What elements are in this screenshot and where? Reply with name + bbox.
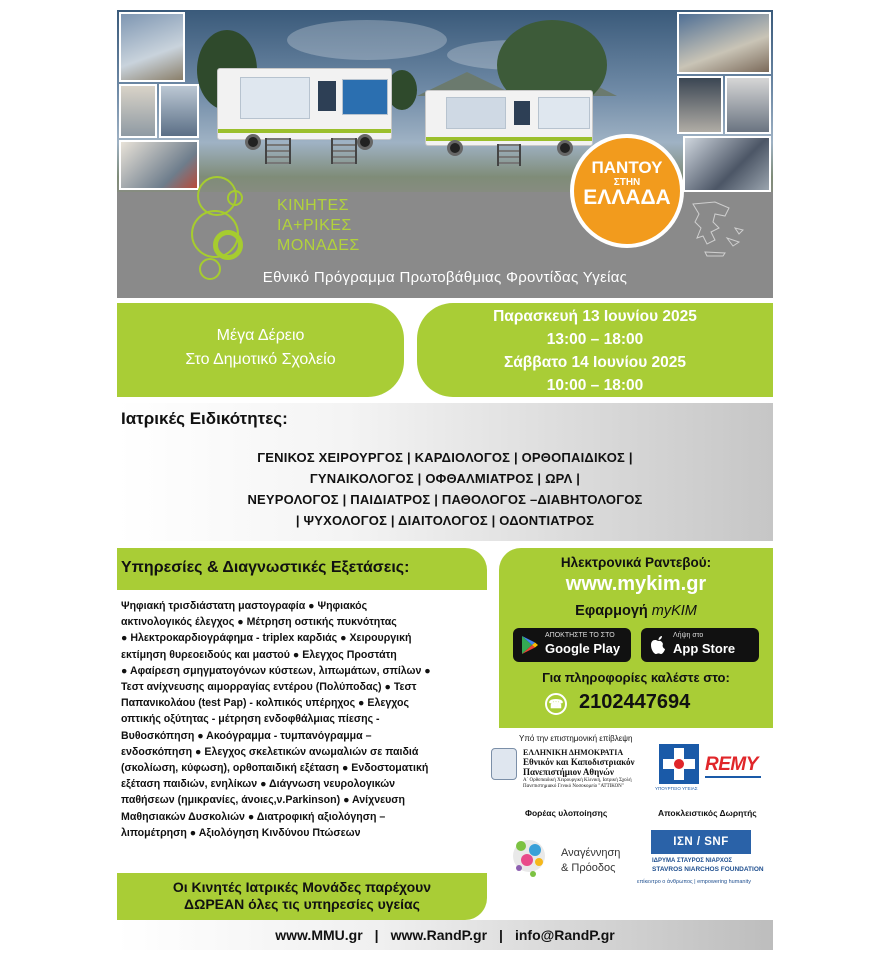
app-store-big: App Store	[673, 641, 736, 656]
app-label-text: Εφαρμογή	[575, 603, 648, 619]
greece-map-icon	[685, 198, 755, 258]
services-line: παθήσεων (ημικρανίες, άνοιες,ν.Parkinson) ● Ανίχνευση	[121, 794, 406, 807]
services-line: Μαθησιακών Δυσκολιών ● Διατροφική αξιολόγηση –	[121, 810, 386, 823]
specialties-section	[117, 403, 773, 541]
services-line: Τεστ ανίχνευσης αιμορραγίας εντέρου (Πολύποδας) ● Τεστ	[121, 681, 417, 694]
badge-line2: ΣΤΗΝ	[613, 177, 641, 188]
phone-number-link[interactable]	[539, 691, 739, 719]
google-play-big: Google Play	[545, 641, 621, 656]
services-line: Ψηφιακή τρισδιάστατη μαστογραφία ● Ψηφιακός	[121, 600, 368, 612]
footer-separator: |	[374, 927, 379, 943]
location-line1: Μέγα Δέρειο	[216, 327, 305, 344]
snf-line3: επίκεντρο ο άνθρωπος | empowering humanity	[637, 879, 751, 885]
services-line: ● Ηλεκτροκαρδιογράφημα - triplex καρδιάς ● Χειρουργική	[121, 632, 412, 645]
ministry-of-health-icon	[655, 740, 703, 788]
randp-logo	[509, 826, 629, 896]
collage-photo	[725, 76, 771, 134]
wheel	[557, 140, 573, 156]
app-store-small: Λήψη στο	[673, 632, 704, 639]
services-line: Παπανικολάου (test Pap) - κολπικός υπέρηχος ● Ελεγχος	[121, 697, 409, 710]
location-line2: Στο Δημοτικό Σχολείο	[185, 351, 336, 368]
app-name: myKIM	[651, 603, 697, 619]
donor-label: Αποκλειστικός Δωρητής	[658, 808, 757, 818]
snf-line1: ΙΔΡΥΜΑ ΣΤΑΥΡΟΣ ΝΙΑΡΧΟΣ	[652, 858, 733, 864]
uoa-line1: ΕΛΛΗΝΙΚΗ ΔΗΜΟΚΡΑΤΙΑ	[523, 748, 624, 757]
collage-photo	[119, 12, 185, 82]
services-line: ενδοσκόπηση ● Ελεγχος σκελετικών ανωμαλιών σε παιδιά	[121, 745, 419, 758]
free-services-banner	[117, 873, 487, 920]
uoa-seal-icon	[491, 748, 517, 780]
snf-logo: ΙΣΝ / SNF	[651, 830, 751, 854]
google-play-button[interactable]	[513, 628, 631, 662]
services-line: (σκολίωση, κύφωση), ορθοπαιδική εξέταση ● Ενδοστοματική	[121, 762, 429, 775]
footer-link-mmu[interactable]: www.MMU.gr	[275, 927, 363, 943]
uoa-line4: Α΄ Ορθοπαιδική Χειρουργική Κλινική, Ιατρική Σχολή Πανεπιστημιακό Γενικό Νοσοκομείο "ΑΤΤΙΚΟΝ"	[523, 778, 632, 789]
specialties-line: ΓΕΝΙΚΟΣ ΧΕΙΡΟΥΡΓΟΣ | ΚΑΡΔΙΟΛΟΓΟΣ | ΟΡΘΟΠΑΙΔΙΚΟΣ |	[257, 450, 633, 465]
app-store-button[interactable]	[641, 628, 759, 662]
dates-box	[417, 303, 773, 397]
randp-logo-icon	[509, 826, 555, 896]
app-label	[499, 603, 773, 619]
wheel	[447, 140, 463, 156]
collage-photo	[677, 12, 771, 74]
phone-icon: ☎	[545, 693, 567, 715]
randp-line2: & Πρόοδος	[561, 862, 616, 874]
services-heading: Υπηρεσίες & Διαγνωστικές Εξετάσεις:	[117, 548, 487, 590]
info-label: Για πληροφορίες καλέστε στο:	[542, 670, 730, 685]
snf-line2: STAVROS NIARCHOS FOUNDATION	[652, 866, 764, 873]
specialties-line: ΝΕΥΡΟΛΟΓΟΣ | ΠΑΙΔΙΑΤΡΟΣ | ΠΑΘΟΛΟΓΟΣ –ΔΙΑΒΗΤΟΛΟΓΟΣ	[247, 492, 643, 507]
uoa-line2-text: Εθνικόν και Καποδιστριακόν	[523, 757, 635, 767]
mmu-title-line1: ΚΙΝΗΤΕΣ	[277, 197, 350, 214]
specialties-line: | ΨΥΧΟΛΟΓΟΣ | ΔΙΑΙΤΟΛΟΓΟΣ | ΟΔΟΝΤΙΑΤΡΟΣ	[295, 513, 595, 528]
footer-links	[117, 920, 773, 950]
free-services-line1: Οι Κινητές Ιατρικές Μονάδες παρέχουν	[172, 879, 432, 895]
wheel	[357, 134, 373, 150]
apple-icon	[649, 635, 667, 655]
specialties-list	[117, 447, 773, 531]
stairs	[331, 138, 357, 164]
supervision-label: Υπό την επιστημονική επίβλεψη	[519, 734, 633, 743]
services-line: οπτικής οξύτητας - μέτρηση ενδοφθάλμιας πίεσης -	[121, 713, 380, 726]
stairs	[497, 144, 521, 166]
program-title: Εθνικό Πρόγραμμα Πρωτοβάθμιας Φροντίδας Υγείας	[262, 269, 628, 286]
stairs	[265, 138, 291, 164]
collage-photo	[683, 136, 771, 192]
booking-url-link[interactable]: www.mykim.gr	[565, 573, 707, 595]
poster	[117, 10, 773, 950]
collage-photo	[159, 84, 199, 138]
hero-banner	[117, 10, 773, 298]
services-line: εξέταση παιδιών, ενηλίκων ● Διάγνωση νευρολογικών	[121, 778, 396, 791]
footer-link-email[interactable]: info@RandP.gr	[514, 927, 615, 943]
services-line: λιπομέτρηση ● Αξιολόγηση Κινδύνου Πτώσεων	[121, 826, 361, 839]
google-play-icon	[521, 635, 539, 655]
services-line: ακτινολογικός έλεγχος ● Μέτρηση οστικής πυκνότητας	[121, 616, 397, 629]
services-line: ● Αφαίρεση σμηγματογόνων κύστεων, λιπωμάτων, σπίλων ●	[121, 664, 431, 677]
services-line: Βυθοσκόπηση ● Ακοόγραμμα - τυμπανόγραμμα –	[121, 729, 372, 742]
collage-photo	[119, 84, 157, 138]
free-services-line2: ΔΩΡΕΑΝ όλες τις υπηρεσίες υγείας	[184, 896, 420, 912]
date-day1: Παρασκευή 13 Ιουνίου 2025	[493, 308, 697, 325]
randp-line1: Αναγέννηση	[561, 847, 621, 859]
wheel	[245, 134, 261, 150]
mmu-title-line3: ΜΟΝΑΔΕΣ	[277, 237, 360, 254]
date-time2: 10:00 – 18:00	[546, 377, 644, 394]
ministry-caption: ΥΠΟΥΡΓΕΙΟ ΥΓΕΙΑΣ	[655, 786, 698, 791]
services-list	[121, 598, 466, 841]
collage-photo	[677, 76, 723, 134]
mmu-title	[277, 196, 360, 256]
specialties-line: ΓΥΝΑΙΚΟΛΟΓΟΣ | ΟΦΘΑΛΜΙΑΤΡΟΣ | ΩΡΛ |	[309, 471, 581, 486]
everywhere-badge	[570, 134, 684, 248]
mobile-unit-truck	[217, 68, 392, 140]
booking-panel	[499, 548, 773, 728]
phone-number: 2102447694	[579, 691, 691, 713]
cloud	[287, 20, 447, 60]
specialties-heading: Ιατρικές Ειδικότητες:	[121, 409, 288, 428]
services-line: εκτίμηση θυρεοειδούς και μαστού ● Ελεγχος Προστάτη	[121, 648, 397, 661]
mmu-title-line2: ΙΑ+ΡΙΚΕΣ	[277, 217, 352, 234]
services-section	[117, 548, 487, 920]
date-day2: Σάββατο 14 Ιουνίου 2025	[503, 354, 687, 371]
booking-label: Ηλεκτρονικά Ραντεβού:	[560, 555, 712, 570]
mobile-unit-truck	[425, 90, 593, 146]
randp-text	[561, 846, 620, 876]
remy-underline	[705, 776, 761, 778]
uoa-line3-text: Πανεπιστήμιον Αθηνών	[523, 767, 614, 777]
uoa-line2	[523, 757, 635, 777]
footer-link-randp[interactable]: www.RandP.gr	[390, 927, 488, 943]
location-box	[117, 303, 404, 397]
footer-separator: |	[499, 927, 503, 943]
implementer-label: Φορέας υλοποίησης	[525, 808, 608, 818]
google-play-small: ΑΠΟΚΤΗΣΤΕ ΤΟ ΣΤΟ	[545, 632, 615, 639]
badge-line1: ΠΑΝΤΟΥ	[591, 158, 663, 177]
date-time1: 13:00 – 18:00	[546, 331, 644, 348]
badge-line3: ΕΛΛΑΔΑ	[583, 186, 671, 209]
remy-logo: REMY	[705, 754, 758, 775]
uoa-logo	[491, 746, 641, 796]
